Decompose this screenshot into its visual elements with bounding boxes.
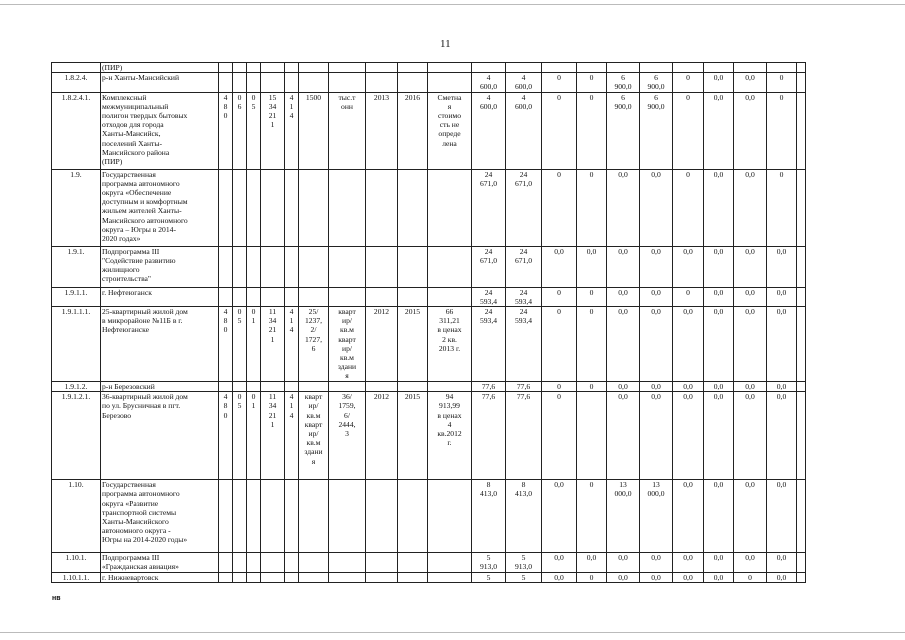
amount-cell: 0,0: [767, 307, 797, 382]
class-code-cell: [219, 553, 233, 572]
amount-cell: 0,0: [767, 392, 797, 480]
row-code: 1.9.1.2.: [52, 382, 101, 392]
amount-cell: 0,0: [767, 480, 797, 553]
row-name: г. Нижневартовск: [101, 572, 219, 582]
start-year-cell: [366, 382, 398, 392]
amount-cell: 0: [577, 480, 607, 553]
class-code-cell: [219, 480, 233, 553]
end-year-cell: [398, 63, 428, 73]
row-code: 1.10.: [52, 480, 101, 553]
amount-cell: 0,0: [542, 246, 577, 287]
amount-cell: 0,0: [607, 307, 640, 382]
row-name: 25-квартирный жилой дом в микрорайоне №11Б в г. Нефтеюганске: [101, 307, 219, 382]
class-code-cell: 0 5: [247, 92, 261, 169]
unit-cell: кварт ир/ кв.м кварт ир/ кв.м здани я: [329, 307, 366, 382]
amount-cell: [797, 382, 806, 392]
amount-cell: 4 600,0: [472, 92, 506, 169]
amount-cell: 6 900,0: [607, 92, 640, 169]
class-code-cell: 0 6: [233, 92, 247, 169]
estimated-cost-cell: [428, 73, 472, 92]
amount-cell: 0: [542, 287, 577, 306]
class-code-cell: [261, 169, 285, 246]
amount-cell: 0: [577, 382, 607, 392]
amount-cell: [797, 63, 806, 73]
class-code-cell: [247, 73, 261, 92]
class-code-cell: [247, 382, 261, 392]
class-code-cell: [233, 63, 247, 73]
class-code-cell: [219, 73, 233, 92]
capacity-cell: [299, 169, 329, 246]
row-code: 1.10.1.: [52, 553, 101, 572]
amount-cell: 0,0: [734, 73, 767, 92]
amount-cell: 0,0: [767, 246, 797, 287]
table-row: [52, 572, 806, 582]
capacity-cell: [299, 480, 329, 553]
class-code-cell: [219, 246, 233, 287]
class-code-cell: [285, 480, 299, 553]
amount-cell: [797, 392, 806, 480]
estimated-cost-cell: [428, 63, 472, 73]
end-year-cell: [398, 246, 428, 287]
amount-cell: 0: [542, 392, 577, 480]
amount-cell: 0: [577, 307, 607, 382]
row-name: Подпрограмма III «Гражданская авиация»: [101, 553, 219, 572]
estimated-cost-cell: [428, 246, 472, 287]
amount-cell: 0,0: [607, 169, 640, 246]
amount-cell: 0,0: [607, 287, 640, 306]
amount-cell: [797, 307, 806, 382]
capacity-cell: [299, 63, 329, 73]
row-name: р-н Березовский: [101, 382, 219, 392]
amount-cell: 24 671,0: [506, 169, 542, 246]
class-code-cell: [247, 246, 261, 287]
amount-cell: 0,0: [640, 392, 673, 480]
class-code-cell: [233, 480, 247, 553]
end-year-cell: 2016: [398, 92, 428, 169]
amount-cell: 5 913,0: [506, 553, 542, 572]
amount-cell: 0: [542, 169, 577, 246]
amount-cell: 77,6: [506, 382, 542, 392]
capacity-cell: [299, 73, 329, 92]
unit-cell: [329, 169, 366, 246]
row-code: 1.9.1.1.: [52, 287, 101, 306]
amount-cell: 0,0: [673, 246, 704, 287]
unit-cell: [329, 73, 366, 92]
amount-cell: [797, 287, 806, 306]
class-code-cell: [261, 73, 285, 92]
amount-cell: 0,0: [734, 480, 767, 553]
start-year-cell: 2012: [366, 307, 398, 382]
amount-cell: 0,0: [704, 572, 734, 582]
amount-cell: 0,0: [607, 553, 640, 572]
class-code-cell: [285, 169, 299, 246]
start-year-cell: [366, 480, 398, 553]
row-name: Комплексный межмуниципальный полигон твердых бытовых отходов для города Ханты-Мансийск, поселений Ханты- Мансийского района (ПИР): [101, 92, 219, 169]
footer-mark: нв: [52, 595, 61, 602]
page-number: 11: [440, 38, 451, 50]
amount-cell: 6 900,0: [640, 92, 673, 169]
amount-cell: 0,0: [734, 92, 767, 169]
amount-cell: 0,0: [734, 392, 767, 480]
amount-cell: 0,0: [577, 553, 607, 572]
amount-cell: 0: [577, 92, 607, 169]
amount-cell: 0,0: [767, 572, 797, 582]
start-year-cell: [366, 246, 398, 287]
amount-cell: 0,0: [734, 307, 767, 382]
amount-cell: 5: [472, 572, 506, 582]
amount-cell: 0,0: [640, 246, 673, 287]
amount-cell: [673, 63, 704, 73]
capacity-cell: 25/ 1237, 2/ 1727, 6: [299, 307, 329, 382]
amount-cell: 0,0: [704, 92, 734, 169]
row-code: 1.8.2.4.1.: [52, 92, 101, 169]
row-code: 1.8.2.4.: [52, 73, 101, 92]
amount-cell: 0,0: [704, 480, 734, 553]
amount-cell: 0,0: [767, 287, 797, 306]
unit-cell: [329, 63, 366, 73]
amount-cell: 5: [506, 572, 542, 582]
class-code-cell: [261, 572, 285, 582]
estimated-cost-cell: [428, 572, 472, 582]
amount-cell: 0: [577, 572, 607, 582]
table-row: [52, 480, 806, 553]
row-name: р-н Ханты-Мансийский: [101, 73, 219, 92]
class-code-cell: [233, 73, 247, 92]
amount-cell: 0: [577, 73, 607, 92]
amount-cell: 5 913,0: [472, 553, 506, 572]
amount-cell: 0: [673, 169, 704, 246]
class-code-cell: [219, 63, 233, 73]
class-code-cell: [261, 287, 285, 306]
start-year-cell: [366, 63, 398, 73]
class-code-cell: [219, 382, 233, 392]
class-code-cell: [285, 63, 299, 73]
table-row: [52, 287, 806, 306]
amount-cell: 24 593,4: [472, 287, 506, 306]
table-row: [52, 92, 806, 169]
class-code-cell: 0 1: [247, 307, 261, 382]
class-code-cell: [233, 169, 247, 246]
amount-cell: 0,0: [704, 246, 734, 287]
estimated-cost-cell: [428, 480, 472, 553]
amount-cell: 0: [542, 92, 577, 169]
class-code-cell: [285, 246, 299, 287]
scan-edge-top: [0, 4, 905, 5]
amount-cell: 0,0: [673, 572, 704, 582]
amount-cell: 0,0: [704, 553, 734, 572]
estimated-cost-cell: 94 913,99 в ценах 4 кв.2012 г.: [428, 392, 472, 480]
class-code-cell: [285, 572, 299, 582]
end-year-cell: [398, 287, 428, 306]
amount-cell: 0,0: [734, 246, 767, 287]
amount-cell: [797, 73, 806, 92]
capacity-cell: [299, 572, 329, 582]
row-name: Государственная программа автономного округа «Развитие транспортной системы Ханты-Мансийского автономного округа - Югры на 2014-2020 годы»: [101, 480, 219, 553]
estimated-cost-cell: [428, 553, 472, 572]
amount-cell: [506, 63, 542, 73]
class-code-cell: [261, 246, 285, 287]
capacity-cell: кварт ир/ кв.м кварт ир/ кв.м здани я: [299, 392, 329, 480]
row-code: 1.9.: [52, 169, 101, 246]
unit-cell: [329, 287, 366, 306]
amount-cell: 0,0: [734, 553, 767, 572]
amount-cell: 0,0: [542, 480, 577, 553]
class-code-cell: 4 8 0: [219, 392, 233, 480]
amount-cell: 0,0: [640, 572, 673, 582]
class-code-cell: 4 1 4: [285, 307, 299, 382]
class-code-cell: 11 34 21 1: [261, 392, 285, 480]
amount-cell: 0,0: [673, 553, 704, 572]
class-code-cell: 0 5: [233, 392, 247, 480]
class-code-cell: 4 8 0: [219, 307, 233, 382]
amount-cell: 0,0: [577, 246, 607, 287]
amount-cell: [607, 63, 640, 73]
unit-cell: [329, 480, 366, 553]
end-year-cell: [398, 480, 428, 553]
class-code-cell: [247, 169, 261, 246]
amount-cell: 0: [673, 73, 704, 92]
table-row: [52, 307, 806, 382]
amount-cell: 0,0: [640, 287, 673, 306]
row-name: 36-квартирный жилой дом по ул. Брусничная в пгт. Березово: [101, 392, 219, 480]
class-code-cell: [233, 572, 247, 582]
start-year-cell: [366, 287, 398, 306]
capacity-cell: [299, 287, 329, 306]
start-year-cell: 2012: [366, 392, 398, 480]
amount-cell: 24 593,4: [506, 307, 542, 382]
amount-cell: 0,0: [640, 382, 673, 392]
row-name: г. Нефтеюганск: [101, 287, 219, 306]
amount-cell: 0,0: [673, 480, 704, 553]
amount-cell: 0,0: [767, 553, 797, 572]
amount-cell: [767, 63, 797, 73]
amount-cell: [797, 92, 806, 169]
amount-cell: 0: [673, 92, 704, 169]
unit-cell: [329, 246, 366, 287]
end-year-cell: [398, 169, 428, 246]
row-code: [52, 63, 101, 73]
estimated-cost-cell: [428, 287, 472, 306]
table-row: [52, 169, 806, 246]
row-name: Государственная программа автономного округа «Обеспечение доступным и комфортным жильем жителей Ханты- Мансийского автономного округа – Югры в 2014- 2020 годах»: [101, 169, 219, 246]
amount-cell: [577, 392, 607, 480]
end-year-cell: [398, 382, 428, 392]
amount-cell: 0,0: [542, 553, 577, 572]
table-row: [52, 392, 806, 480]
amount-cell: 77,6: [506, 392, 542, 480]
class-code-cell: [233, 553, 247, 572]
amount-cell: 0,0: [704, 307, 734, 382]
unit-cell: [329, 382, 366, 392]
amount-cell: 24 671,0: [472, 169, 506, 246]
amount-cell: 24 593,4: [506, 287, 542, 306]
class-code-cell: [261, 553, 285, 572]
class-code-cell: 0 1: [247, 392, 261, 480]
amount-cell: 0,0: [734, 287, 767, 306]
row-code: 1.9.1.1.1.: [52, 307, 101, 382]
amount-cell: 0,0: [607, 572, 640, 582]
class-code-cell: [285, 287, 299, 306]
class-code-cell: 15 34 21 1: [261, 92, 285, 169]
capacity-cell: 1500: [299, 92, 329, 169]
row-code: 1.9.1.2.1.: [52, 392, 101, 480]
amount-cell: 77,6: [472, 392, 506, 480]
amount-cell: 0: [542, 307, 577, 382]
class-code-cell: [261, 382, 285, 392]
program-table: [51, 62, 806, 583]
amount-cell: 0,0: [704, 287, 734, 306]
class-code-cell: 4 8 0: [219, 92, 233, 169]
amount-cell: 0,0: [704, 73, 734, 92]
amount-cell: [577, 63, 607, 73]
capacity-cell: [299, 382, 329, 392]
amount-cell: 0: [673, 287, 704, 306]
estimated-cost-cell: Сметна я стоимо сть не опреде лена: [428, 92, 472, 169]
class-code-cell: [219, 169, 233, 246]
amount-cell: 0,0: [704, 382, 734, 392]
estimated-cost-cell: [428, 169, 472, 246]
amount-cell: 0: [734, 572, 767, 582]
class-code-cell: 0 5: [233, 307, 247, 382]
end-year-cell: [398, 572, 428, 582]
amount-cell: 4 600,0: [506, 73, 542, 92]
amount-cell: 0,0: [767, 382, 797, 392]
capacity-cell: [299, 553, 329, 572]
amount-cell: [797, 553, 806, 572]
end-year-cell: [398, 73, 428, 92]
capacity-cell: [299, 246, 329, 287]
class-code-cell: [247, 287, 261, 306]
end-year-cell: [398, 553, 428, 572]
amount-cell: 0: [542, 73, 577, 92]
class-code-cell: [247, 480, 261, 553]
end-year-cell: 2015: [398, 392, 428, 480]
class-code-cell: [247, 572, 261, 582]
amount-cell: [640, 63, 673, 73]
amount-cell: 0,0: [607, 392, 640, 480]
row-name: (ПИР): [101, 63, 219, 73]
amount-cell: 24 671,0: [506, 246, 542, 287]
amount-cell: 0,0: [704, 392, 734, 480]
amount-cell: [797, 572, 806, 582]
amount-cell: 0,0: [640, 307, 673, 382]
class-code-cell: [285, 73, 299, 92]
amount-cell: 77,6: [472, 382, 506, 392]
amount-cell: 0: [542, 382, 577, 392]
amount-cell: 0,0: [640, 553, 673, 572]
amount-cell: 0: [577, 169, 607, 246]
scan-edge-bottom: [0, 632, 905, 633]
amount-cell: 13 000,0: [640, 480, 673, 553]
amount-cell: 8 413,0: [506, 480, 542, 553]
row-code: 1.10.1.1.: [52, 572, 101, 582]
class-code-cell: [247, 553, 261, 572]
class-code-cell: 11 34 21 1: [261, 307, 285, 382]
amount-cell: 0,0: [734, 169, 767, 246]
amount-cell: 6 900,0: [640, 73, 673, 92]
amount-cell: [797, 480, 806, 553]
row-name: Подпрограмма III "Содействие развитию жилищного строительства": [101, 246, 219, 287]
amount-cell: [472, 63, 506, 73]
estimated-cost-cell: 66 311,21 в ценах 2 кв. 2013 г.: [428, 307, 472, 382]
amount-cell: 8 413,0: [472, 480, 506, 553]
start-year-cell: [366, 553, 398, 572]
start-year-cell: [366, 73, 398, 92]
unit-cell: 36/ 1759, 6/ 2444, 3: [329, 392, 366, 480]
amount-cell: 0,0: [542, 572, 577, 582]
amount-cell: 0,0: [673, 392, 704, 480]
class-code-cell: [219, 572, 233, 582]
amount-cell: 0: [767, 169, 797, 246]
amount-cell: 0,0: [607, 382, 640, 392]
class-code-cell: [285, 382, 299, 392]
amount-cell: 0,0: [673, 307, 704, 382]
unit-cell: тыс.т онн: [329, 92, 366, 169]
amount-cell: 0: [577, 287, 607, 306]
amount-cell: 24 671,0: [472, 246, 506, 287]
amount-cell: 0,0: [673, 382, 704, 392]
amount-cell: 4 600,0: [472, 73, 506, 92]
start-year-cell: [366, 169, 398, 246]
amount-cell: 0: [767, 92, 797, 169]
table-row: [52, 382, 806, 392]
amount-cell: [704, 63, 734, 73]
amount-cell: 0,0: [607, 246, 640, 287]
class-code-cell: [247, 63, 261, 73]
class-code-cell: 4 1 4: [285, 92, 299, 169]
table-row: [52, 246, 806, 287]
class-code-cell: [261, 480, 285, 553]
class-code-cell: [261, 63, 285, 73]
amount-cell: [797, 169, 806, 246]
class-code-cell: 4 1 4: [285, 392, 299, 480]
amount-cell: [797, 246, 806, 287]
table-row: [52, 73, 806, 92]
end-year-cell: 2015: [398, 307, 428, 382]
row-code: 1.9.1.: [52, 246, 101, 287]
amount-cell: 0,0: [640, 169, 673, 246]
class-code-cell: [219, 287, 233, 306]
class-code-cell: [233, 287, 247, 306]
table-row: [52, 63, 806, 73]
table-body: [52, 63, 806, 583]
class-code-cell: [285, 553, 299, 572]
amount-cell: 13 000,0: [607, 480, 640, 553]
estimated-cost-cell: [428, 382, 472, 392]
amount-cell: 6 900,0: [607, 73, 640, 92]
start-year-cell: 2013: [366, 92, 398, 169]
amount-cell: 4 600,0: [506, 92, 542, 169]
start-year-cell: [366, 572, 398, 582]
unit-cell: [329, 553, 366, 572]
amount-cell: [542, 63, 577, 73]
amount-cell: 24 593,4: [472, 307, 506, 382]
class-code-cell: [233, 382, 247, 392]
unit-cell: [329, 572, 366, 582]
amount-cell: [734, 63, 767, 73]
amount-cell: 0,0: [734, 382, 767, 392]
table-row: [52, 553, 806, 572]
amount-cell: 0,0: [704, 169, 734, 246]
amount-cell: 0: [767, 73, 797, 92]
class-code-cell: [233, 246, 247, 287]
